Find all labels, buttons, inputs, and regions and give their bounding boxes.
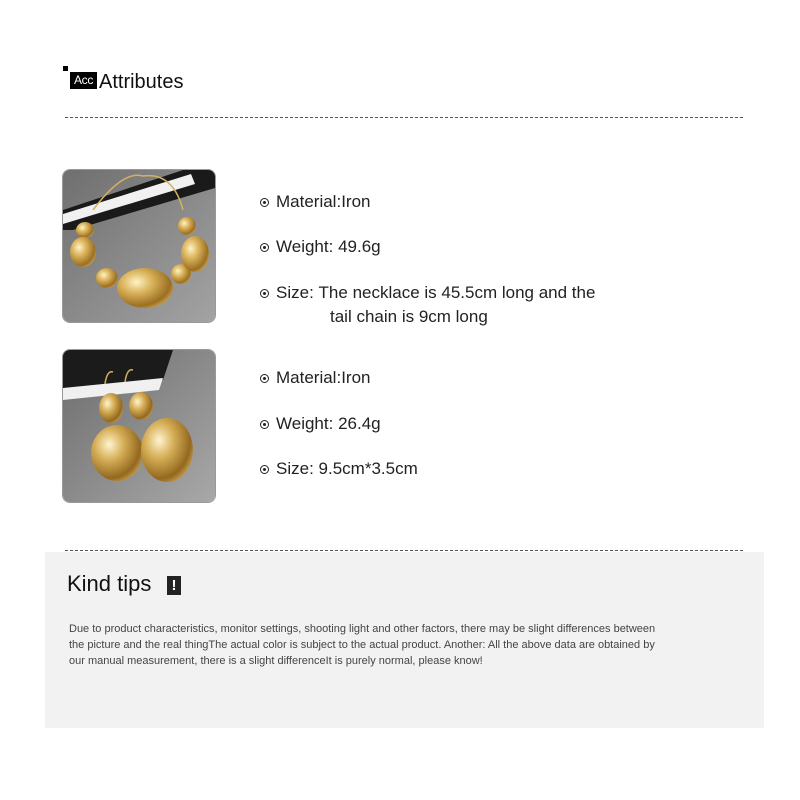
kind-tips-text: Due to product characteristics, monitor settings, shooting light and other factors, there may be slight differences between the picture and the real thingThe actual color is subject to the actual product. Another: All the above data are obtained by our manual measurement, there is a slight differenceIt is purely normal, please know!	[69, 623, 656, 667]
exclamation-icon: !	[167, 576, 181, 595]
kind-tips-title: Kind tips	[67, 571, 152, 596]
product-2-weight: Weight: 26.4g	[260, 413, 381, 435]
product-2-size: Size: 9.5cm*3.5cm	[260, 458, 418, 480]
product-1-weight: Weight: 49.6g	[260, 236, 381, 258]
bullet-icon	[260, 198, 269, 207]
necklace-photo	[62, 169, 216, 323]
header-dot	[63, 66, 68, 71]
bullet-icon	[260, 420, 269, 429]
section-title: Attributes	[99, 71, 184, 93]
product-1-size-line2: tail chain is 9cm long	[330, 307, 488, 326]
bullet-icon	[260, 374, 269, 383]
header-badge: Acc	[70, 72, 97, 89]
bullet-icon	[260, 243, 269, 252]
product-1-size: Size: The necklace is 45.5cm long and the	[260, 282, 595, 304]
divider-bottom	[65, 550, 743, 551]
earrings-photo	[62, 349, 216, 503]
bullet-icon	[260, 289, 269, 298]
divider-top	[65, 117, 743, 118]
bullet-icon	[260, 465, 269, 474]
product-2-material: Material:Iron	[260, 367, 371, 389]
product-1-material: Material:Iron	[260, 191, 371, 213]
